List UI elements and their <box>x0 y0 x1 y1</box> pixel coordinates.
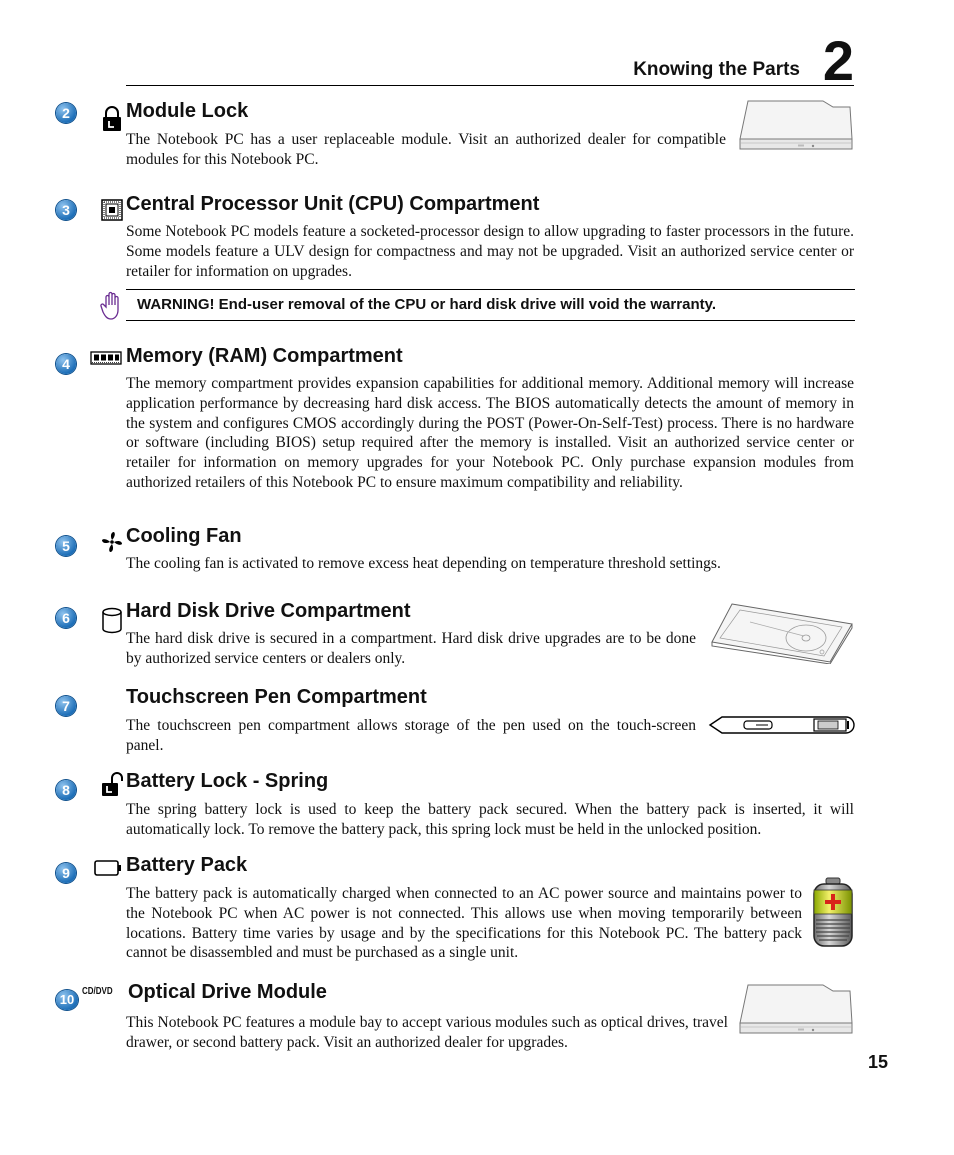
warning-text: WARNING! End-user removal of the CPU or hard disk drive will void the warranty. <box>137 296 716 313</box>
hard-disk-icon <box>100 606 124 630</box>
page-number: 15 <box>868 1052 889 1072</box>
cd-dvd-label: CD/DVD <box>82 986 113 997</box>
callout-number-badge: 7 <box>56 696 76 716</box>
hand-stop-icon <box>100 291 124 321</box>
section-body: Some Notebook PC models feature a socketed-processor design to allow upgrading to faster processors in the future. Some models feature a ULV design for compactness and may not be upgraded. Visit an authorized service center or retailer for information on upgrades. <box>126 223 854 280</box>
section-title: Memory (RAM) Compartment <box>126 345 403 367</box>
module-illustration <box>738 99 856 155</box>
memory-icon <box>90 351 122 365</box>
section-title: Battery Lock - Spring <box>126 770 329 792</box>
unlock-icon <box>100 772 124 796</box>
section-body: This Notebook PC features a module bay to accept various modules such as optical drives, travel drawer, or second battery pack. Visit an authorized dealer for upgrades. <box>126 1014 728 1051</box>
section-body: The spring battery lock is used to keep the battery pack secured. When the battery pack is inserted, it will automatically lock. To remove the battery pack, this spring lock must be held in the unlocked position. <box>126 801 854 838</box>
section-body: The Notebook PC has a user replaceable module. Visit an authorized dealer for compatible modules for this Notebook PC. <box>126 131 726 168</box>
section-title: Hard Disk Drive Compartment <box>126 600 411 622</box>
header-title: Knowing the Parts <box>633 59 800 80</box>
hard-disk-illustration <box>710 602 856 664</box>
section-body: The cooling fan is activated to remove excess heat depending on temperature threshold settings. <box>126 555 721 572</box>
callout-number-badge: 10 <box>56 990 78 1010</box>
section-body: The memory compartment provides expansion capabilities for additional memory. Additional memory will increase application performance by decreasing hard disk access. The BIOS automatically detects the amount of memory in the system and configures CMOS accordingly during the POST (Power-On-Self-Test) process. There is no hardware or software (including BIOS) setup required after the memory is installed. Visit an authorized service center or retailer for information on memory upgrades for your Notebook PC. Only purchase expansion modules from authorized retailers of this Notebook PC to ensure maximum compatibility and reliability. <box>126 375 854 491</box>
chapter-number: 2 <box>822 29 854 92</box>
pen-illustration <box>708 713 856 737</box>
section-title: Central Processor Unit (CPU) Compartment <box>126 193 540 215</box>
lock-icon <box>100 106 124 130</box>
page-header <box>126 29 854 92</box>
optical-drive-illustration <box>738 983 856 1039</box>
callout-number-badge: 4 <box>56 354 76 374</box>
fan-icon <box>100 530 124 554</box>
callout-number-badge: 8 <box>56 780 76 800</box>
callout-number-badge: 6 <box>56 608 76 628</box>
callout-number-badge: 2 <box>56 103 76 123</box>
section-title: Module Lock <box>126 100 249 122</box>
section-title: Optical Drive Module <box>128 981 327 1003</box>
callout-number-badge: 9 <box>56 863 76 883</box>
section-body: The touchscreen pen compartment allows storage of the pen used on the touch-screen panel. <box>126 717 696 754</box>
section-title: Touchscreen Pen Compartment <box>126 686 427 708</box>
warning-box <box>126 289 855 321</box>
section-title: Cooling Fan <box>126 525 242 547</box>
cpu-icon <box>100 198 124 222</box>
section-body: The battery pack is automatically charged when connected to an AC power source and maintains power to the Notebook PC when AC power is not connected. This allows use when moving temporarily between locations. Battery time varies by usage and by the specifications for this Notebook PC. The battery pack cannot be disassembled and must be purchased as a single unit. <box>126 885 802 962</box>
callout-number-badge: 3 <box>56 200 76 220</box>
section-body: The hard disk drive is secured in a compartment. Hard disk drive upgrades are to be done by authorized service centers or dealers only. <box>126 630 696 667</box>
battery-illustration <box>810 876 856 950</box>
callout-number-badge: 5 <box>56 536 76 556</box>
battery-icon <box>94 860 122 876</box>
section-title: Battery Pack <box>126 854 248 876</box>
